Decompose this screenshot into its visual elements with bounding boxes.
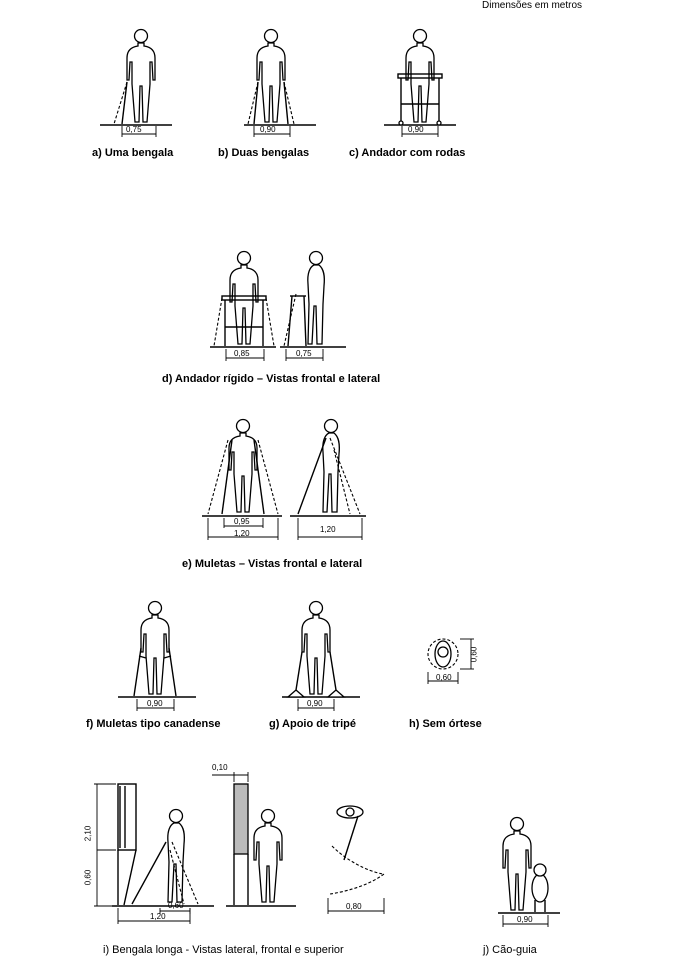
caption-b: b) Duas bengalas (218, 147, 310, 159)
caption-h: h) Sem órtese (409, 718, 482, 730)
dim-a-width: 0,75 (126, 125, 142, 134)
caption-d: d) Andador rígido – Vistas frontal e lateral (162, 373, 381, 385)
figure-rigid-walker-side (280, 252, 346, 362)
caption-c: c) Andador com rodas (349, 147, 466, 159)
dim-i-cane-height: 0,60 (83, 869, 93, 886)
dim-d-side-width: 0,75 (296, 349, 312, 358)
dim-h-width: 0,60 (436, 673, 452, 682)
dim-h-depth: 0,60 (469, 646, 479, 663)
dim-e-front-outer: 1,20 (234, 529, 250, 538)
figure-two-canes (244, 30, 316, 138)
figure-long-cane-top (328, 806, 384, 914)
dim-e-front-inner: 0,95 (234, 517, 250, 526)
dim-e-side-width: 1,20 (320, 525, 336, 534)
figure-wheeled-walker (384, 30, 456, 138)
dim-b-width: 0,90 (260, 125, 276, 134)
figure-guide-dog (498, 818, 560, 928)
units-note: Dimensões em metros (482, 0, 583, 11)
dim-i-sweep: 0,80 (346, 902, 362, 911)
caption-g: g) Apoio de tripé (269, 718, 356, 730)
figure-rigid-walker-front (210, 252, 276, 362)
caption-e: e) Muletas – Vistas frontal e lateral (182, 558, 363, 570)
figure-one-cane (100, 30, 172, 138)
figure-long-cane-lateral (94, 784, 214, 924)
figure-tripod-support (282, 602, 360, 712)
figure-long-cane-frontal (212, 772, 296, 906)
caption-a: a) Uma bengala (92, 147, 174, 159)
dim-i-length: 1,20 (150, 912, 166, 921)
caption-j: j) Cão-guia (483, 944, 537, 956)
caption-i: i) Bengala longa - Vistas lateral, frontal e superior (103, 944, 344, 956)
caption-f: f) Muletas tipo canadense (86, 718, 221, 730)
figure-canadian-crutches (118, 602, 196, 712)
dim-i-step: 0,60 (168, 901, 184, 910)
dim-f-width: 0,90 (147, 699, 163, 708)
figure-crutches-side (290, 420, 366, 541)
dim-c-width: 0,90 (408, 125, 424, 134)
dim-i-height: 2,10 (83, 825, 93, 842)
dim-i-projection: 0,10 (212, 763, 228, 772)
dim-g-width: 0,90 (307, 699, 323, 708)
dim-d-front-width: 0,85 (234, 349, 250, 358)
dim-j-width: 0,90 (517, 915, 533, 924)
